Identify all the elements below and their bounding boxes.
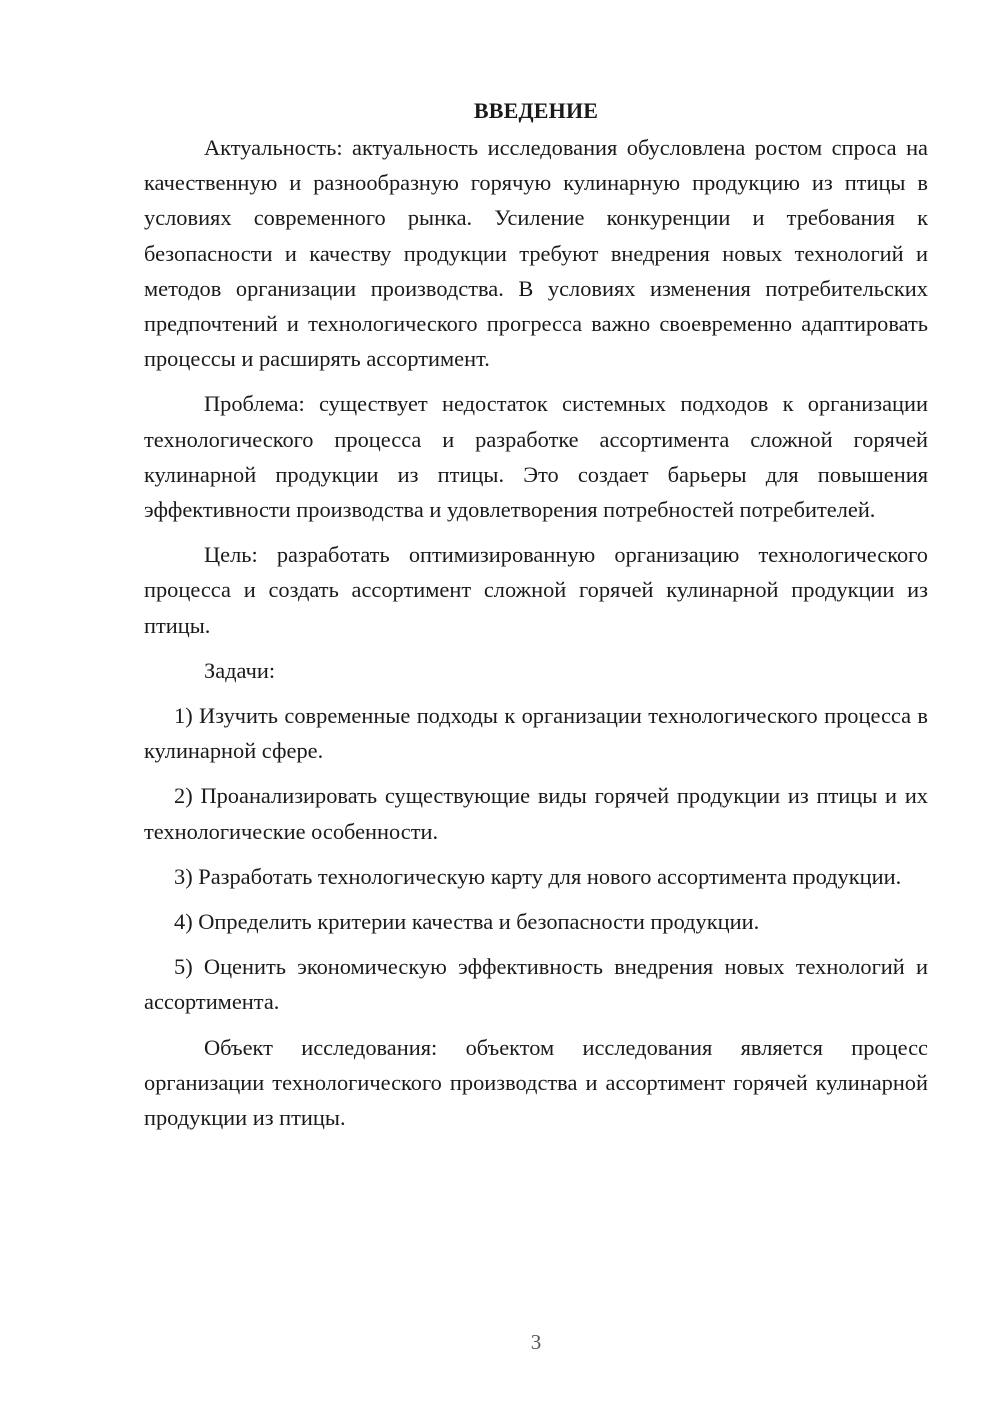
task-item-2: 2) Проанализировать существующие виды горячей продукции из птицы и их технологические особенности.: [144, 783, 928, 844]
goal-paragraph: Цель: разработать оптимизированную организацию технологического процесса и создать ассортимент сложной горячей кулинарной продукции из птицы.: [144, 542, 928, 638]
task-item-1: 1) Изучить современные подходы к организации технологического процесса в кулинарной сфере.: [144, 703, 928, 764]
task-item-3: 3) Разработать технологическую карту для нового ассортимента продукции.: [174, 863, 902, 889]
tasks-label: Задачи:: [204, 657, 276, 683]
relevance-paragraph: Актуальность: актуальность исследования обусловлена ростом спроса на качественную и разнообразную горячую кулинарную продукцию из птицы в условиях современного рынка. Усиление конкуренции и требования к безопасности и качеству продукции требуют внедрения новых технологий и методов организации производства. В условиях изменения потребительских предпочтений и технологического прогресса важно своевременно адаптировать процессы и расширять ассортимент.: [144, 135, 928, 372]
task-item-4: 4) Определить критерии качества и безопасности продукции.: [174, 909, 760, 935]
object-paragraph: Объект исследования: объектом исследования является процесс организации технологического производства и ассортимент горячей кулинарной продукции из птицы.: [144, 1034, 928, 1131]
section-heading: ВВЕДЕНИЕ: [473, 98, 599, 123]
problem-paragraph: Проблема: существует недостаток системных подходов к организации технологического процесса и разработке ассортимента сложной горячей кулинарной продукции из птицы. Это создает барьеры для повышения эффективности производства и удовлетворения потребностей потребителей.: [144, 391, 928, 523]
page-number: 3: [530, 1330, 542, 1354]
page-content: [144, 94, 928, 1145]
task-item-5: 5) Оценить экономическую эффективность внедрения новых технологий и ассортимента.: [144, 954, 928, 1015]
